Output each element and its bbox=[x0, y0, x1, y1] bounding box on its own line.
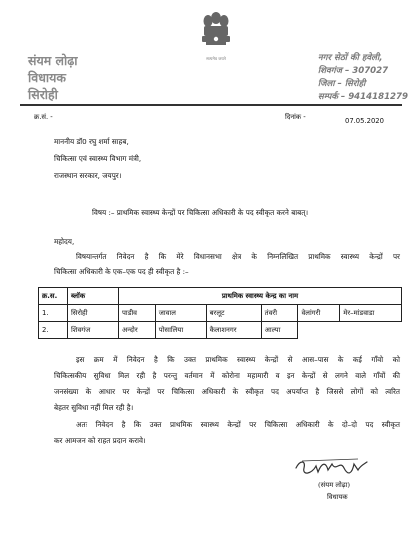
subject-line: विषय :– प्राथमिक स्वास्थ्य केन्द्रों पर चिकित्सा अधिकारी के पद स्वीकृत करने बाबत्। bbox=[92, 208, 309, 217]
table-cell: तंवरी bbox=[261, 305, 298, 322]
table-row bbox=[39, 305, 402, 322]
letterhead-left bbox=[28, 52, 78, 103]
table-cell: सिरोही bbox=[68, 305, 119, 322]
recipient-block bbox=[54, 133, 141, 184]
mla-constituency: सिरोही bbox=[28, 87, 58, 102]
table-cell: जावाल bbox=[155, 305, 206, 322]
table-cell: मेर–मांडवाडा bbox=[340, 305, 402, 322]
recipient-line-2: चिकित्सा एवं स्वास्थ्य विभाग मंत्री, bbox=[54, 154, 142, 163]
para2-line-4: बेहतर सुविधा नहीं मिल रही है। bbox=[54, 403, 134, 412]
reference-label: क्र.सं. - bbox=[34, 113, 53, 121]
contact-number: सम्पर्क – 9414181279 bbox=[317, 92, 408, 102]
header-block: ब्लॉक bbox=[68, 288, 119, 305]
signatory-designation: विधायक bbox=[327, 493, 348, 501]
para1-line-1: विषयान्तर्गत निवेदन है कि मेरे विधानसभा क्षेत्र के निम्नलिखित प्राथमिक स्वास्थ्य केन्द्रों पर bbox=[76, 252, 400, 261]
table-row bbox=[39, 322, 402, 339]
table-cell: 1. bbox=[39, 305, 68, 322]
header-serial: क्र.स. bbox=[39, 288, 68, 305]
para2-line-2: चिकित्सकीय सुविधा मिल रही है परन्तु वर्तमान में कोरोना महामारी व इन केन्द्रों से लगने वाले गाँवों की bbox=[54, 371, 400, 380]
state-emblem-icon bbox=[196, 8, 236, 56]
mla-name: संयम लोढ़ा bbox=[28, 53, 78, 68]
emblem-caption: सत्यमेव जयते bbox=[206, 56, 226, 61]
mla-designation: विधायक bbox=[28, 70, 66, 85]
salutation: महोदय, bbox=[54, 237, 75, 246]
table-cell: कैलाशनगर bbox=[206, 322, 261, 339]
table-cell: वेलांगरी bbox=[298, 305, 340, 322]
table-cell: शिवगंज bbox=[68, 322, 119, 339]
address-line-2: शिवगंज – 307027 bbox=[317, 66, 389, 76]
recipient-line-1: माननीय डॉ0 रघु शर्मा साहब, bbox=[54, 137, 129, 146]
address-line-1: नगर सेठों की हवेली, bbox=[317, 53, 383, 63]
para3-line-1: अतः निवेदन है कि उक्त प्राथमिक स्वास्थ्य केन्द्रों पर चिकित्सा अधिकारी के दो–दो पद स्वीकृत bbox=[76, 420, 400, 429]
date-label: दिनांक - bbox=[285, 113, 306, 121]
table-cell: पाडीव bbox=[119, 305, 156, 322]
header-divider bbox=[20, 104, 402, 106]
table-cell-empty bbox=[340, 322, 402, 339]
letter-date: 07.05.2020 bbox=[345, 117, 384, 125]
phc-table bbox=[38, 287, 402, 339]
para3-line-2: कर आमजन को राहत प्रदान करावे। bbox=[54, 436, 146, 445]
table-cell: अन्दोर bbox=[119, 322, 156, 339]
table-header-row bbox=[39, 288, 402, 305]
recipient-line-3: राजस्थान सरकार, जयपुर। bbox=[54, 171, 122, 180]
para2-line-1: इस क्रम में निवेदन है कि उक्त प्राथमिक स्वास्थ्य केन्द्रों से आस–पास के कई गाँवो को bbox=[76, 355, 400, 364]
signatory-name: (संयम लोढ़ा) bbox=[318, 481, 351, 489]
handwritten-signature-icon bbox=[292, 452, 370, 480]
table-cell-empty bbox=[298, 322, 340, 339]
para2-line-3: जनसंख्या के आधार पर केन्द्रों पर चिकित्सा अधिकारी के स्वीकृत पद अपर्याप्त है जिससे लोगों को त्वरित bbox=[54, 387, 400, 396]
table-cell: पोसालिया bbox=[155, 322, 206, 339]
header-phc-name: प्राथमिक स्वास्थ्य केन्द्र का नाम bbox=[119, 288, 402, 305]
table-cell: बरलूट bbox=[206, 305, 261, 322]
letterhead-address bbox=[318, 52, 408, 104]
table-cell: 2. bbox=[39, 322, 68, 339]
para1-line-2: चिकित्सा अधिकारी के एक–एक पद ही स्वीकृत है :– bbox=[54, 267, 189, 276]
address-line-3: जिला – सिरोही bbox=[317, 79, 366, 89]
table-cell: आल्पा bbox=[261, 322, 298, 339]
